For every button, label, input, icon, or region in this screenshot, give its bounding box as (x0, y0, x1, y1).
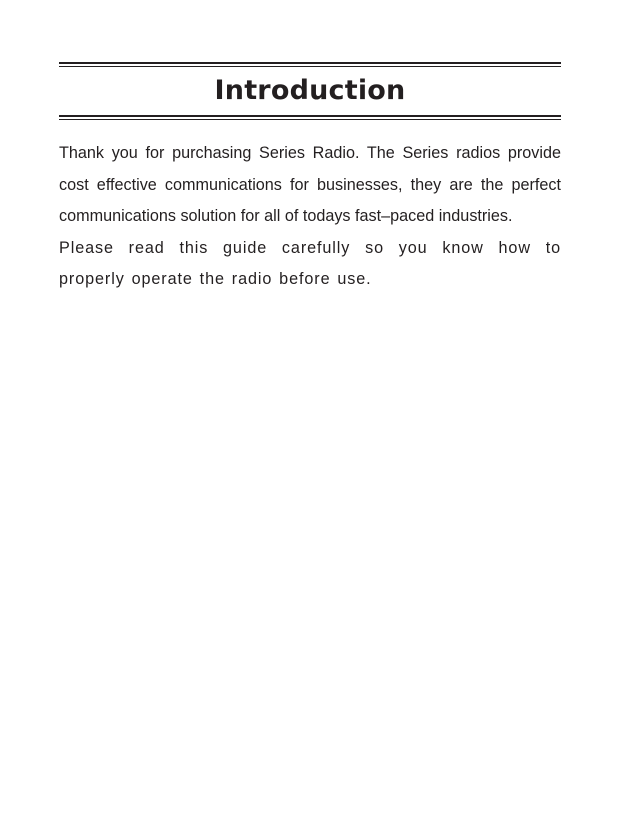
paragraph-thank-you: Thank you for purchasing Series Radio. The Series radios provide cost effective communications for businesses, they are the perfect communications solution for all of todays fast–paced industries. (59, 144, 561, 225)
top-rule (59, 62, 561, 67)
page-title: Introduction (214, 75, 406, 106)
bottom-rule (59, 115, 561, 120)
introduction-body (59, 138, 561, 296)
paragraph-read-guide: Please read this guide carefully so you know how to properly operate the radio before use. (59, 238, 561, 288)
document-page (59, 62, 561, 296)
